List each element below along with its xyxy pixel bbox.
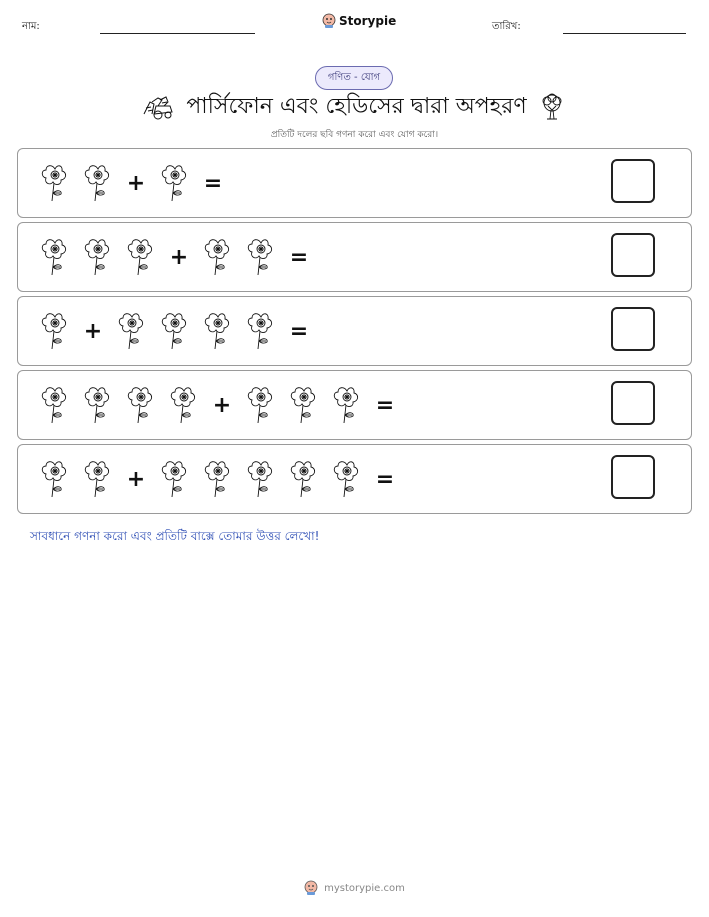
flower-icon (160, 311, 190, 351)
name-line[interactable] (100, 33, 255, 34)
site-url[interactable]: mystorypie.com (324, 882, 405, 894)
flower-icon (246, 237, 276, 277)
answer-box[interactable] (611, 307, 655, 351)
name-label: নাম: (22, 21, 40, 32)
flower-icon (126, 237, 156, 277)
flower-icon (332, 459, 362, 499)
problem-row (17, 222, 692, 292)
chariot-icon (142, 94, 176, 120)
date-line[interactable] (563, 33, 686, 34)
problem-items (40, 223, 323, 291)
page-title: পার্সিফোন এবং হেডিসের দ্বারা অপহরণ (186, 93, 527, 119)
storypie-logo (322, 13, 396, 29)
flower-icon (83, 459, 113, 499)
plus-sign: + (126, 466, 146, 492)
equals-sign: = (203, 170, 223, 196)
brand-name: Storypie (339, 14, 397, 28)
date-label: তারিখ: (492, 21, 521, 32)
subject-badge: গণিত - যোগ (315, 66, 393, 90)
subtitle: প্রতিটি দলের ছবি গণনা করো এবং যোগ করো। (270, 130, 439, 140)
problem-row (17, 370, 692, 440)
flower-icon (40, 237, 70, 277)
problem-row (17, 148, 692, 218)
storypie-mascot-icon (304, 880, 318, 896)
instruction-text: সাবধানে গণনা করো এবং প্রতিটি বাক্সে তোমার উত্তর লেখো! (30, 529, 320, 543)
flower-icon (169, 385, 199, 425)
flower-icon (117, 311, 147, 351)
flower-icon (40, 385, 70, 425)
answer-box[interactable] (611, 233, 655, 277)
flower-icon (289, 459, 319, 499)
problem-items (40, 297, 323, 365)
flower-icon (83, 237, 113, 277)
problem-row (17, 296, 692, 366)
flower-icon (40, 311, 70, 351)
flower-icon (203, 237, 233, 277)
flower-icon (246, 311, 276, 351)
plus-sign: + (169, 244, 189, 270)
problem-list (17, 148, 692, 518)
problem-items (40, 371, 409, 439)
tree-icon (537, 92, 567, 122)
storypie-mascot-icon (322, 13, 336, 29)
flower-icon (160, 459, 190, 499)
answer-box[interactable] (611, 455, 655, 499)
flower-icon (40, 459, 70, 499)
flower-icon (126, 385, 156, 425)
site-footer (0, 880, 709, 896)
equals-sign: = (289, 244, 309, 270)
flower-icon (289, 385, 319, 425)
flower-icon (246, 459, 276, 499)
problem-items (40, 445, 409, 513)
flower-icon (246, 385, 276, 425)
plus-sign: + (83, 318, 103, 344)
equals-sign: = (289, 318, 309, 344)
plus-sign: + (212, 392, 232, 418)
flower-icon (160, 163, 190, 203)
plus-sign: + (126, 170, 146, 196)
answer-box[interactable] (611, 381, 655, 425)
flower-icon (203, 311, 233, 351)
flower-icon (40, 163, 70, 203)
problem-items (40, 149, 237, 217)
flower-icon (83, 385, 113, 425)
equals-sign: = (375, 392, 395, 418)
flower-icon (203, 459, 233, 499)
flower-icon (83, 163, 113, 203)
flower-icon (332, 385, 362, 425)
equals-sign: = (375, 466, 395, 492)
answer-box[interactable] (611, 159, 655, 203)
problem-row (17, 444, 692, 514)
title-row (0, 90, 709, 124)
